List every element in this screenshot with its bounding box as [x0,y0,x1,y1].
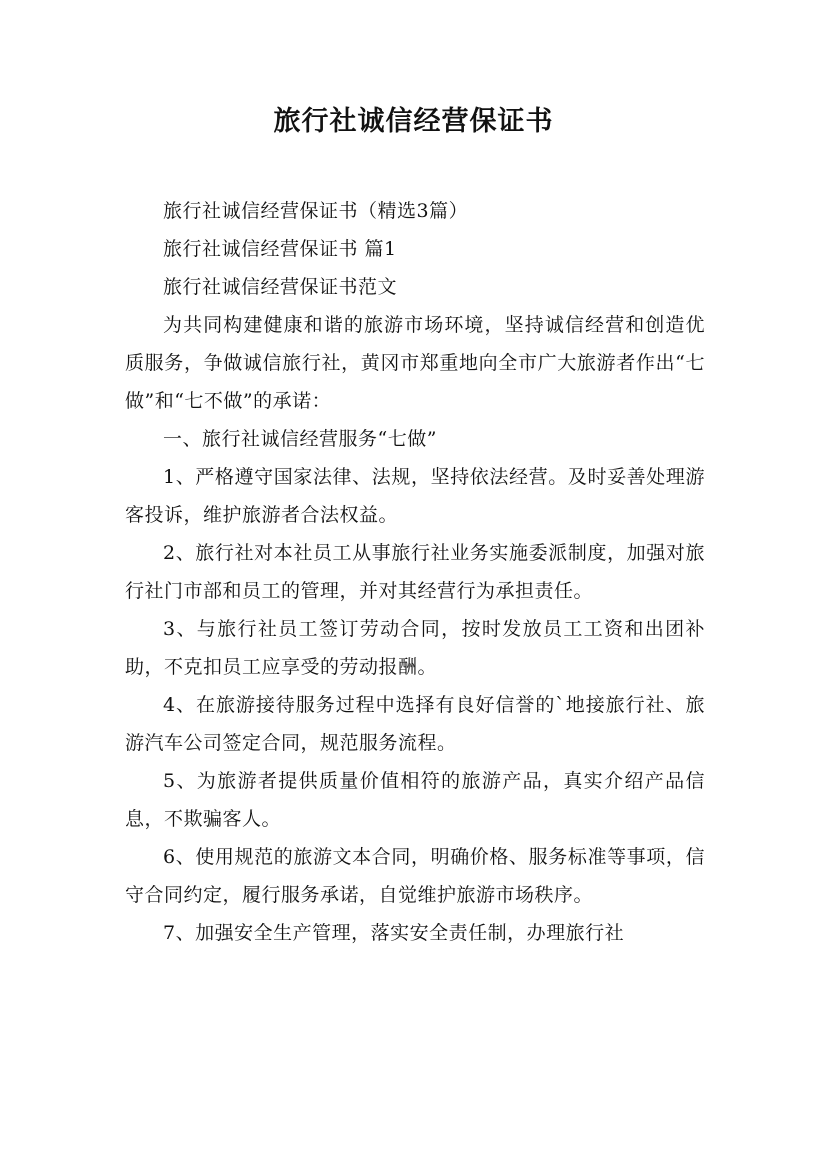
paragraph-sample-heading: 旅行社诚信经营保证书范文 [163,276,398,298]
paragraph-item-5: 5、为旅游者提供质量价值相符的旅游产品，真实介绍产品信息，不欺骗客人。 [125,770,705,830]
paragraph-item-2: 2、旅行社对本社员工从事旅行社业务实施委派制度，加强对旅行社门市部和员工的管理，并对其经营行为承担责任。 [125,542,705,602]
paragraph-intro: 为共同构建健康和谐的旅游市场环境，坚持诚信经营和创造优质服务，争做诚信旅行社，黄冈市郑重地向全市广大旅游者作出“七做”和“七不做”的承诺： [125,314,705,412]
paragraph-item-7: 7、加强安全生产管理，落实安全责任制，办理旅行社 [163,922,625,944]
paragraph-item-4: 4、在旅游接待服务过程中选择有良好信誉的`地接旅行社、旅游汽车公司签定合同，规范服务流程。 [125,694,705,754]
paragraph-part-heading: 一、旅行社诚信经营服务“七做” [163,428,437,450]
document-title: 旅行社诚信经营保证书 [273,106,554,137]
paragraph-subtitle: 旅行社诚信经营保证书（精选3篇） [163,200,469,222]
paragraph-item-6: 6、使用规范的旅游文本合同，明确价格、服务标准等事项，信守合同约定，履行服务承诺，自觉维护旅游市场秩序。 [125,846,705,906]
paragraph-item-3: 3、与旅行社员工签订劳动合同，按时发放员工工资和出团补助，不克扣员工应享受的劳动报酬。 [125,618,705,678]
paragraph-section-heading: 旅行社诚信经营保证书 篇1 [163,238,397,260]
paragraph-item-1: 1、严格遵守国家法律、法规，坚持依法经营。及时妥善处理游客投诉，维护旅游者合法权益。 [125,466,705,526]
document-body [125,192,705,952]
